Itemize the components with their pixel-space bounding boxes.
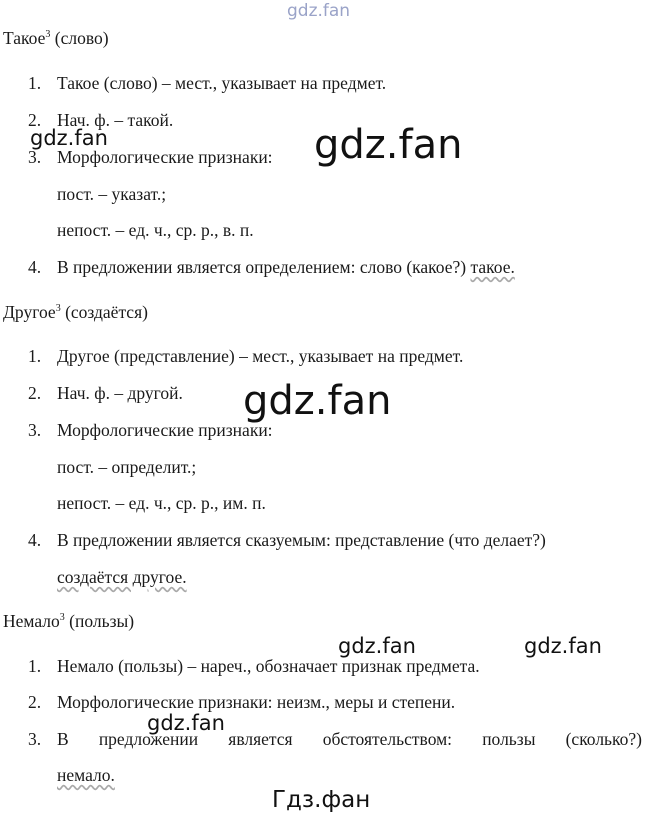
heading-word: Немало (3, 611, 60, 631)
watermark-bottom: Гдз.фан (272, 787, 371, 813)
item-text: В предложении является определением: слово (какое?) (57, 257, 467, 277)
list-item-text: Морфологические признаки: неизм., меры и степени. (57, 692, 456, 712)
list-item-number: 1. (28, 73, 42, 93)
list-item-text: Морфологические признаки: (57, 147, 273, 167)
watermark-small: gdz.fan (338, 634, 416, 658)
watermark-large: gdz.fan (243, 378, 392, 424)
watermark-small: gdz.fan (524, 634, 602, 658)
list-item-number: 1. (28, 656, 42, 676)
list-item-number: 4. (28, 530, 42, 550)
list-item-text: Такое (слово) – мест., указывает на предмет. (57, 73, 387, 93)
list-item-number: 3. (28, 420, 42, 440)
watermark-large: gdz.fan (314, 122, 463, 168)
list-item-text (57, 257, 515, 277)
watermark-small: gdz.fan (30, 126, 108, 150)
list-item-text: пост. – указат.; (57, 184, 167, 204)
heading-context: (создаётся) (65, 302, 148, 322)
underlined-phrase: создаётся другое. (57, 567, 187, 587)
list-item-text: непост. – ед. ч., ср. р., в. п. (57, 220, 254, 240)
list-item-number: 2. (28, 110, 42, 130)
underlined-word: немало. (57, 765, 115, 785)
list-item-number: 2. (28, 692, 42, 712)
list-item-number: 1. (28, 346, 42, 366)
section-heading (3, 302, 148, 322)
list-item-text: Немало (пользы) – нареч., обозначает признак предмета. (57, 656, 480, 676)
list-item-text (57, 729, 642, 749)
heading-word: Другое (3, 302, 56, 322)
section-heading (3, 28, 109, 48)
list-item-text: Нач. ф. – такой. (57, 110, 174, 130)
watermark-top: gdz.fan (287, 1, 351, 21)
heading-sup: 3 (55, 303, 61, 315)
word: является (228, 729, 293, 749)
watermark-small: gdz.fan (147, 711, 225, 735)
section-heading (3, 611, 134, 631)
list-item-continuation (57, 567, 187, 587)
heading-sup: 3 (45, 29, 51, 41)
list-item-text: пост. – определит.; (57, 457, 197, 477)
word: предложении (98, 729, 199, 749)
list-item-number: 3. (28, 729, 42, 749)
heading-context: (пользы) (69, 611, 135, 631)
word: обстоятельством: (322, 729, 453, 749)
heading-word: Такое (3, 28, 46, 48)
list-item-text: Другое (представление) – мест., указывает на предмет. (57, 346, 464, 366)
word: пользы (482, 729, 536, 749)
list-item-text: Морфологические признаки: (57, 420, 273, 440)
word: (сколько?) (565, 729, 642, 749)
heading-context: (слово) (54, 28, 109, 48)
list-item-number: 4. (28, 257, 42, 277)
list-item-number: 2. (28, 383, 42, 403)
list-item-number: 3. (28, 147, 42, 167)
list-item-text: В предложении является сказуемым: представление (что делает?) (57, 530, 546, 550)
list-item-continuation (57, 765, 115, 785)
underlined-word: такое. (470, 257, 515, 277)
heading-sup: 3 (59, 612, 65, 624)
word: В (57, 729, 69, 749)
list-item-text: Нач. ф. – другой. (57, 383, 183, 403)
list-item-text: непост. – ед. ч., ср. р., им. п. (57, 493, 266, 513)
